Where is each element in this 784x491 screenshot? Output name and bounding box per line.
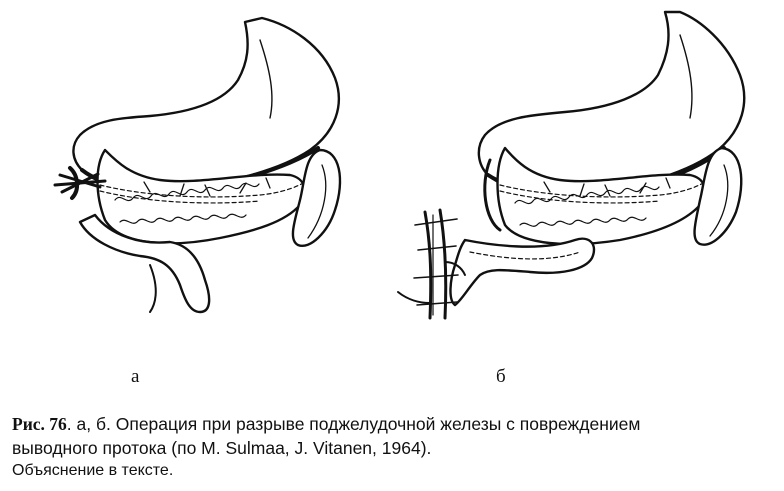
caption-note: Объяснение в тексте.: [12, 462, 174, 479]
caption-line-2: выводного протока (по M. Sulmaa, J. Vitanen, 1964).: [12, 438, 432, 458]
caption-line-1-text: . а, б. Операция при разрыве поджелудочной железы с повреждением: [66, 414, 641, 434]
caption-line-1: [12, 412, 782, 436]
spleen-a: [293, 150, 340, 246]
panel-b-drawing: [398, 12, 744, 318]
panel-label-b: б: [496, 366, 506, 387]
panel-label-a: а: [131, 366, 140, 387]
jejunum-b: [450, 239, 594, 305]
panel-a-drawing: [55, 18, 340, 312]
caption-figure-ref: Рис. 76: [12, 414, 67, 434]
figure-caption: [12, 412, 782, 482]
